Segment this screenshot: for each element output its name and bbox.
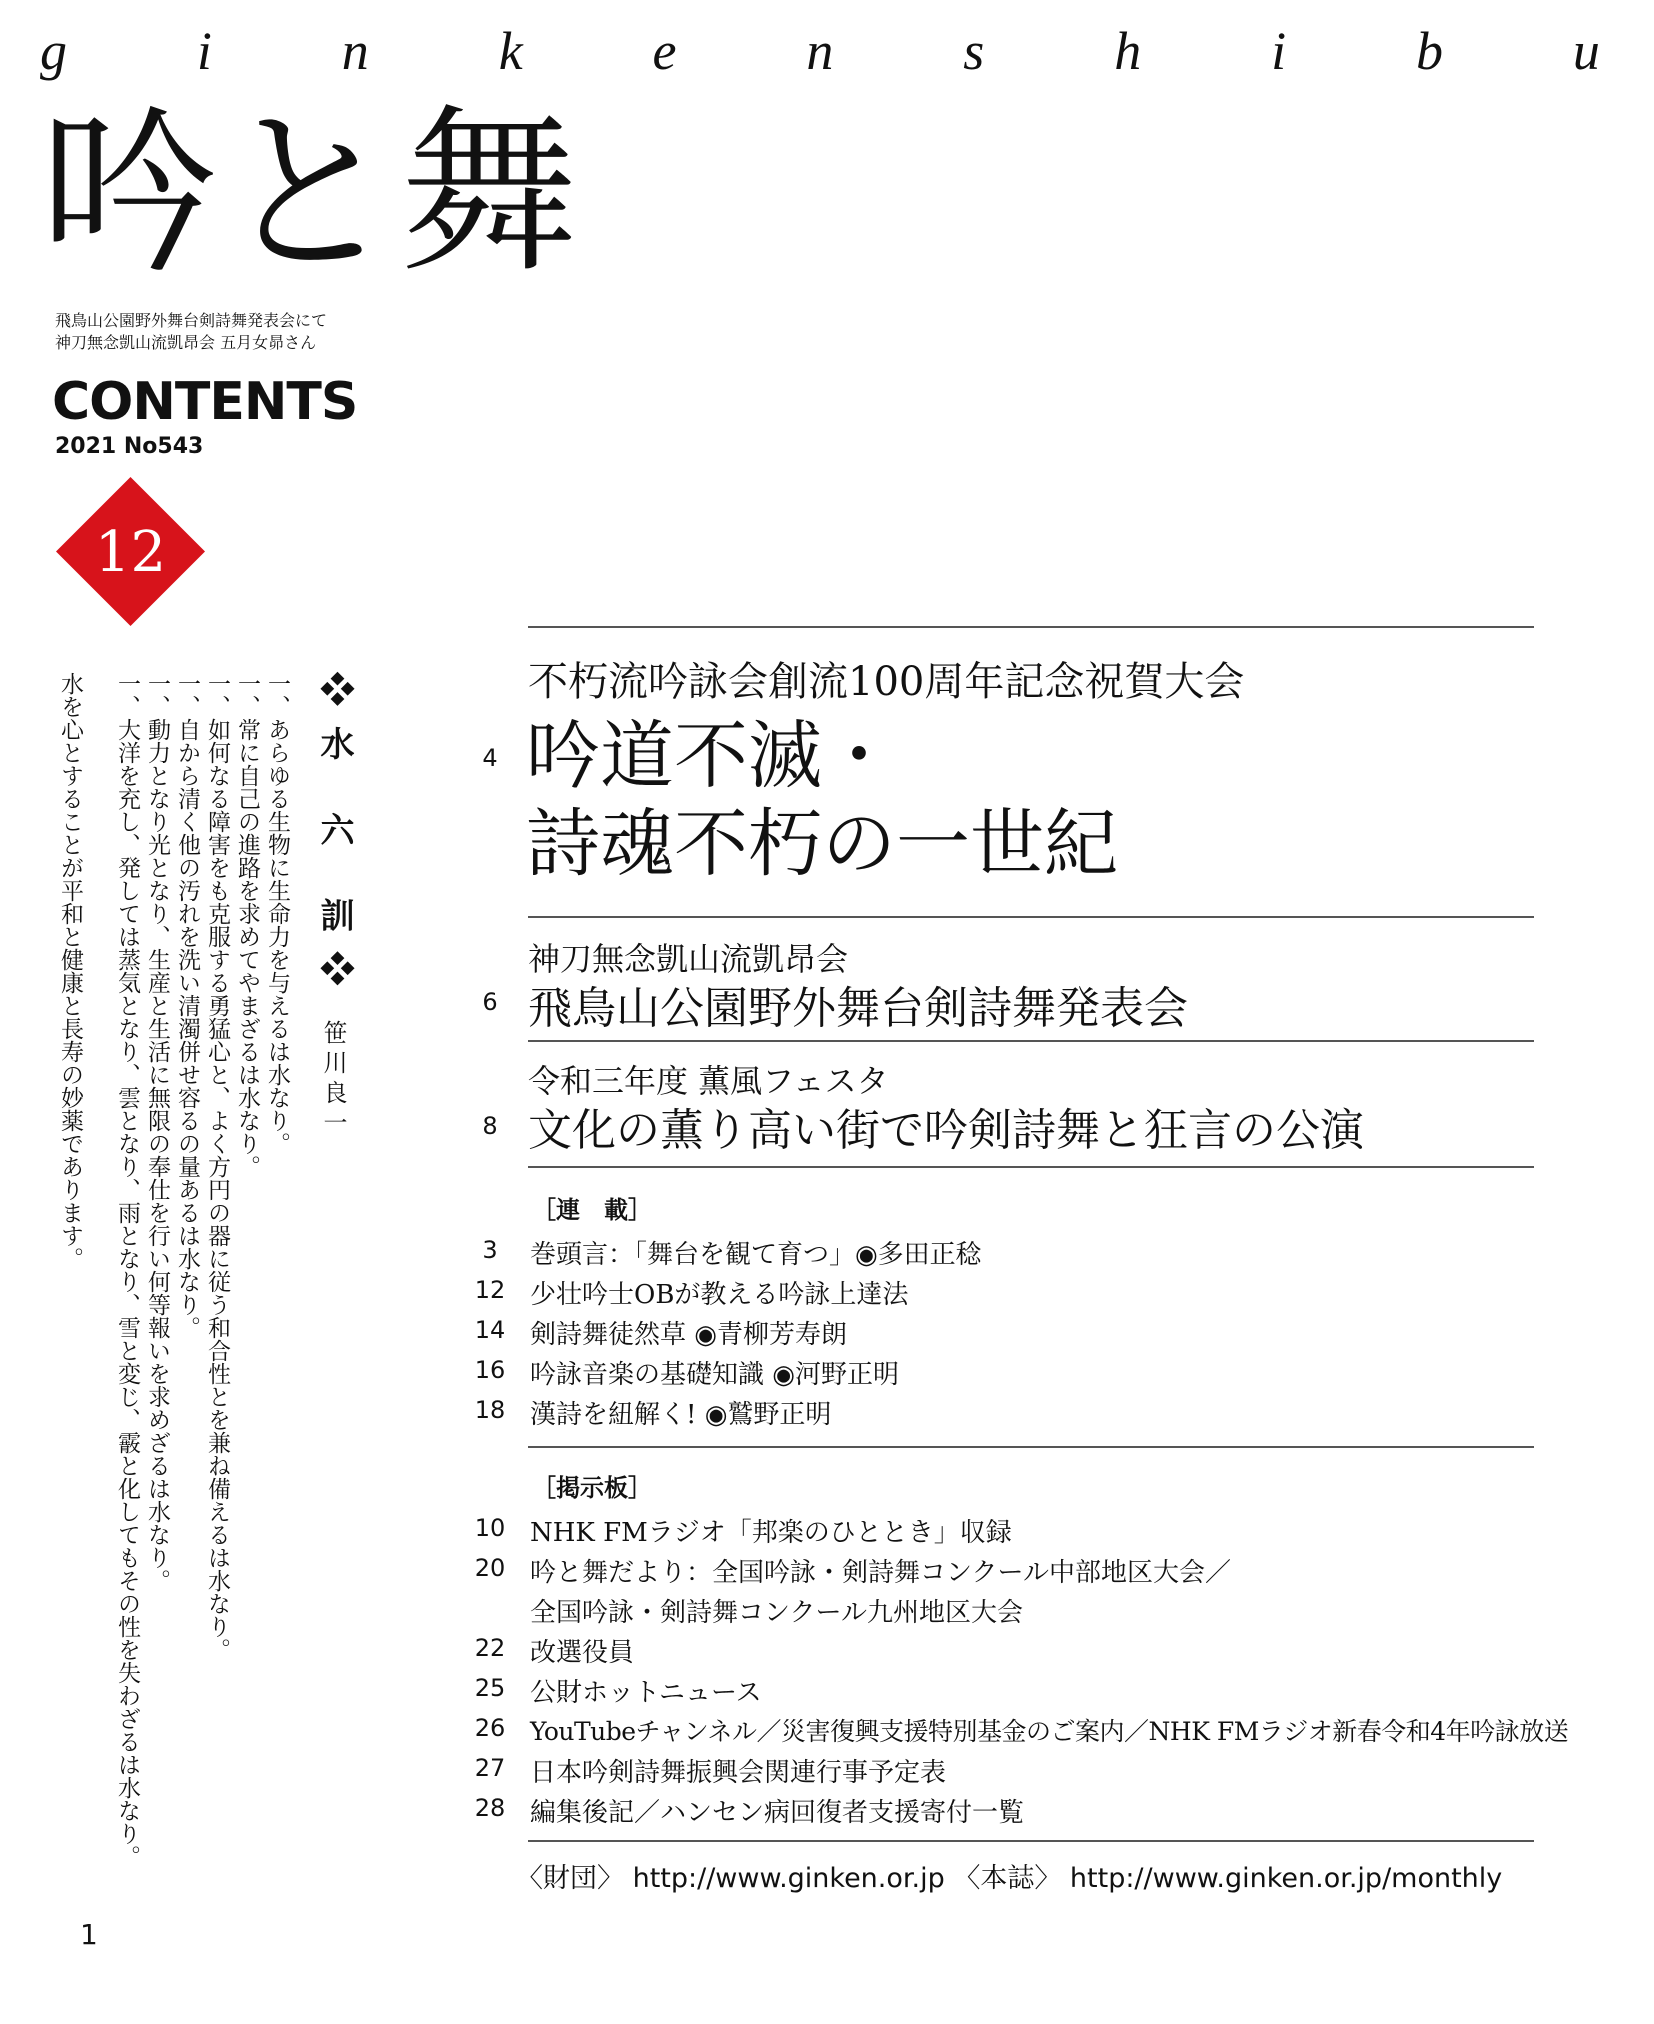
footer-links: 〈財団〉 http://www.ginken.or.jp 〈本誌〉 http://www.ginken.or.jp/monthly — [516, 1863, 1503, 1894]
serial-item: 漢詩を紐解く! ◉鷲野正明 — [530, 1400, 832, 1430]
divider — [528, 1166, 1534, 1168]
feature-subtitle: 令和三年度 薫風フェスタ — [528, 1062, 889, 1100]
serial-page: 14 — [474, 1316, 506, 1344]
board-item: 改選役員 — [530, 1638, 635, 1668]
board-page: 25 — [474, 1674, 506, 1702]
serial-item: 巻頭言：「舞台を観て育つ」◉多田正稔 — [530, 1240, 982, 1270]
feature-title: 飛鳥山公園野外舞台剣詩舞発表会 — [528, 983, 1188, 1034]
romaji-letter: k — [498, 21, 523, 81]
serial-item: 剣詩舞徒然草 ◉青柳芳寿朗 — [530, 1320, 847, 1350]
romaji-letter: s — [963, 21, 985, 81]
month-badge — [56, 477, 205, 626]
romaji-letter: u — [1572, 21, 1600, 81]
divider — [528, 1040, 1534, 1042]
sidebar-line: 一、大洋を充し、発しては蒸気となり、雲となり、雨となり、雪と変じ、霰と化してもその性を失わざるは水なり。 — [114, 672, 140, 1868]
cover-caption-line1: 飛鳥山公園野外舞台剣詩舞発表会にて — [55, 311, 328, 330]
divider — [528, 626, 1534, 628]
board-item: 日本吟剣詩舞振興会関連行事予定表 — [530, 1758, 947, 1788]
serial-item: 吟詠音楽の基礎知識 ◉河野正明 — [530, 1360, 899, 1390]
romaji-letter: h — [1114, 21, 1142, 81]
feature-title-line2: 詩魂不朽の一世紀 — [526, 801, 1118, 887]
month-number: 12 — [94, 520, 167, 585]
sidebar-closing-line: 水を心とすることが平和と健康と長寿の妙薬であります。 — [57, 672, 83, 1270]
sidebar-line: 一、常に自己の進路を求めてやまざるは水なり。 — [234, 672, 260, 1178]
sidebar-line: 一、あらゆる生物に生命力を与えるは水なり。 — [264, 672, 290, 1155]
board-item: 吟と舞だより：全国吟詠・剣詩舞コンクール中部地区大会／ — [530, 1558, 1231, 1588]
issue-number: 2021 No543 — [55, 434, 204, 459]
board-item: 公財ホットニュース — [530, 1678, 762, 1708]
romaji-letter: g — [40, 21, 67, 81]
feature-page: 6 — [482, 988, 498, 1016]
sidebar-heading: ❖水 六 訓❖ — [314, 672, 354, 1006]
serial-page: 3 — [482, 1236, 498, 1264]
magazine-title: 吟と舞 — [40, 90, 580, 297]
board-item: NHK FMラジオ「邦楽のひととき」収録 — [530, 1518, 1012, 1548]
feature-subtitle: 神刀無念凱山流凱昂会 — [528, 940, 849, 978]
serial-page: 18 — [474, 1396, 506, 1424]
board-page: 20 — [474, 1554, 506, 1582]
board-label: ［掲示板］ — [532, 1473, 652, 1502]
board-item: 編集後記／ハンセン病回復者支援寄付一覧 — [530, 1798, 1025, 1828]
board-item: 全国吟詠・剣詩舞コンクール九州地区大会 — [530, 1598, 1023, 1628]
page-number: 1 — [80, 1918, 98, 1951]
romaji-letter: b — [1416, 21, 1443, 81]
serial-label: ［連 載］ — [532, 1195, 652, 1224]
romaji-letter: n — [806, 21, 834, 81]
divider — [528, 916, 1534, 918]
contents-heading: CONTENTS — [52, 372, 358, 432]
board-page: 10 — [474, 1514, 506, 1542]
serial-page: 16 — [474, 1356, 506, 1384]
serial-item: 少壮吟士OBが教える吟詠上達法 — [530, 1280, 909, 1310]
romaji-letter: i — [1271, 21, 1287, 81]
romaji-letter: e — [652, 21, 677, 81]
sidebar-line: 一、自から清く他の汚れを洗い清濁併せ容るの量あるは水なり。 — [174, 672, 200, 1339]
board-item: YouTubeチャンネル／災害復興支援特別基金のご案内／NHK FMラジオ新春令和4年吟詠放送 — [530, 1717, 1569, 1746]
sidebar-author: 笹川良一 — [319, 1020, 347, 1140]
feature-title: 文化の薫り高い街で吟剣詩舞と狂言の公演 — [528, 1105, 1364, 1156]
romaji-letter: n — [341, 21, 369, 81]
divider — [528, 1840, 1534, 1842]
romaji-letter: i — [196, 21, 212, 81]
feature-page: 8 — [482, 1112, 498, 1140]
divider — [528, 1446, 1534, 1448]
serial-page: 12 — [474, 1276, 506, 1304]
board-page: 26 — [474, 1714, 506, 1742]
board-page: 27 — [474, 1754, 506, 1782]
board-page: 28 — [474, 1794, 506, 1822]
feature-subtitle: 不朽流吟詠会創流100周年記念祝賀大会 — [528, 659, 1245, 705]
romaji-header — [40, 20, 1600, 82]
feature-title-line1: 吟道不滅・ — [526, 713, 896, 799]
board-page: 22 — [474, 1634, 506, 1662]
sidebar-line: 一、如何なる障害をも克服する勇猛心と、よく方円の器に従う和合性とを兼ね備えるは水なり。 — [204, 672, 230, 1661]
sidebar-line: 一、動力となり光となり、生産と生活に無限の奉仕を行い何等報いを求めざるは水なり。 — [144, 672, 170, 1592]
feature-page: 4 — [482, 744, 498, 772]
cover-caption-line2: 神刀無念凱山流凱昂会 五月女昴さん — [55, 333, 317, 352]
